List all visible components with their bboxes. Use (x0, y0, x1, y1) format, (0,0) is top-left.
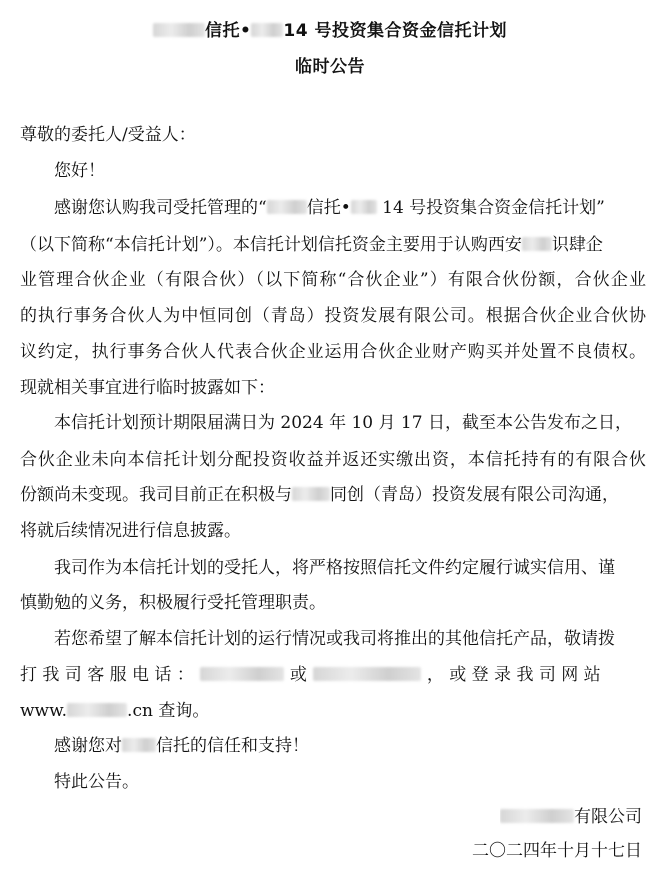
para4-line3 (20, 700, 646, 722)
para4-line1: 若您希望了解本信托计划的运行情况或我司将推出的其他信托产品，敬请拨 (54, 629, 615, 649)
redacted-name (292, 487, 330, 501)
para1-line1 (54, 197, 646, 219)
greeting: 您好！ (54, 161, 105, 181)
closing-line: 特此公告。 (54, 772, 139, 792)
salutation: 尊敬的委托人/受益人： (20, 125, 196, 145)
redacted-name (153, 23, 205, 37)
para1-line1-text: 感谢您认购我司受托管理的“ (54, 198, 267, 218)
para3-line2: 慎勤勉的义务，积极履行受托管理职责。 (20, 593, 326, 613)
thanks-text: 信托的信任和支持！ (156, 736, 309, 756)
para3-line1: 我司作为本信托计划的受托人，将严格按照信托文件约定履行诚实信用、谨 (54, 558, 615, 578)
redacted-phone (313, 667, 421, 681)
para1-line2-text: （以下简称“本信托计划”）。本信托计划信托资金主要用于认购西安 (20, 235, 522, 255)
para1-line5: 议约定，执行事务合伙人代表合伙企业运用合伙企业财产购买并处置不良债权。 (20, 342, 646, 362)
para1-line1-text: 14 号投资集合资金信托计划” (376, 198, 605, 218)
para2-line3 (20, 484, 646, 506)
para4-line2-text: 或 (289, 665, 307, 685)
para2-line3-text: 同创（青岛）投资发展有限公司沟通， (330, 485, 619, 505)
para4-line3-text: .cn 查询。 (127, 701, 210, 721)
para2-line4: 将就后续情况进行信息披露。 (20, 521, 241, 541)
redacted-name (351, 200, 377, 214)
redacted-phone (200, 667, 284, 681)
para1-line4: 的执行事务合伙人为中恒同创（青岛）投资发展有限公司。根据合伙企业合伙协 (20, 306, 646, 326)
para4-line2 (20, 664, 646, 686)
redacted-name (522, 237, 552, 251)
signature-company (500, 806, 642, 828)
para2-line1: 本信托计划预计期限届满日为 2024 年 10 月 17 日，截至本公告发布之日， (54, 413, 632, 433)
para1-line2-text: 识肆企 (551, 235, 603, 255)
redacted-name (122, 738, 156, 752)
title-part-post: 14 号投资集合资金信托计划 (283, 21, 507, 41)
thanks-line (54, 735, 646, 757)
para1-line3: 业管理合伙企业（有限合伙）（以下简称“合伙企业”）有限合伙份额，合伙企业 (20, 270, 646, 290)
para1-line2 (20, 234, 646, 256)
para2-line2: 合伙企业未向本信托计划分配投资收益并返还实缴出资，本信托持有的有限合伙 (20, 450, 646, 470)
redacted-name (267, 200, 307, 214)
redacted-domain (67, 703, 127, 717)
para1-line1-text: 信托• (306, 198, 351, 218)
para4-line2-text: ， 或 登 录 我 司 网 站 (426, 665, 601, 685)
announcement-title (0, 20, 660, 42)
redacted-name (251, 23, 283, 37)
para2-line3-text: 份额尚未变现。我司目前正在积极与 (20, 485, 292, 505)
para1-line6: 现就相关事宜进行临时披露如下： (20, 378, 275, 398)
title-part-mid: 信托• (205, 21, 252, 41)
signature-company-text: 有限公司 (574, 807, 642, 827)
redacted-company (500, 809, 574, 823)
signature-date: 二〇二四年十月十七日 (472, 841, 642, 861)
announcement-subtitle: 临时公告 (295, 57, 365, 77)
thanks-text: 感谢您对 (54, 736, 122, 756)
para4-line2-text: 打 我 司 客 服 电 话 ： (20, 665, 194, 685)
para4-line3-text: www. (20, 701, 68, 721)
